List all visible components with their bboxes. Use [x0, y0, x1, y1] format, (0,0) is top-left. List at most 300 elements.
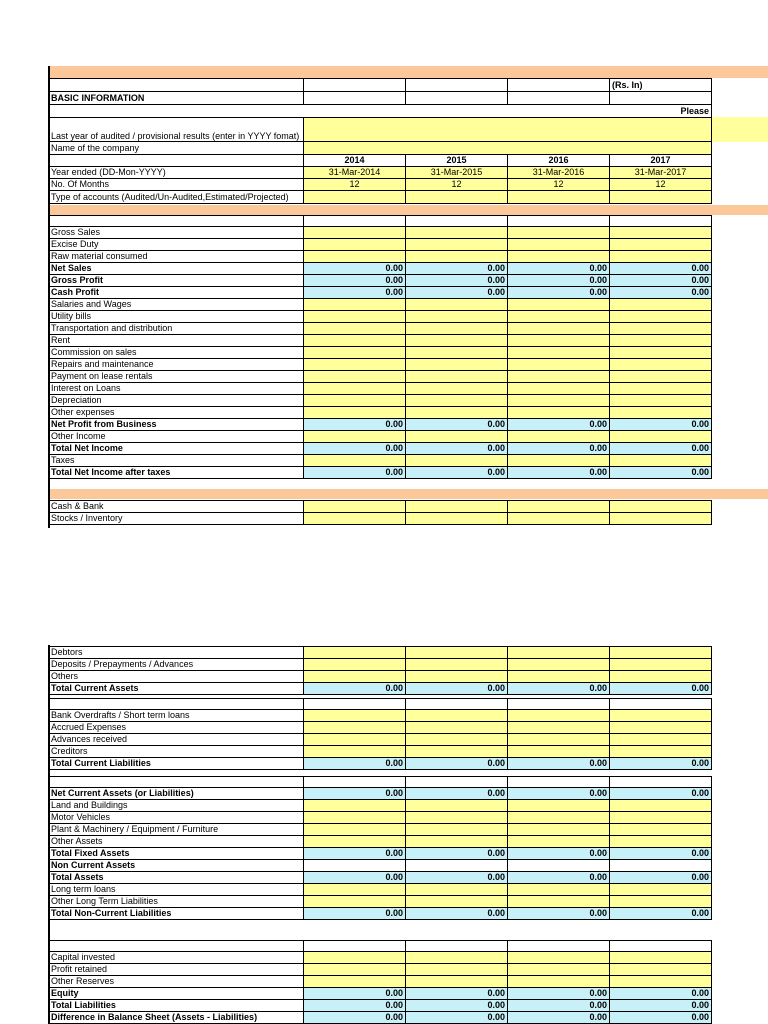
account-type-input[interactable]: [610, 191, 712, 204]
months-input[interactable]: 12: [406, 179, 508, 191]
table-row: [50, 800, 712, 812]
value-input[interactable]: [508, 671, 610, 683]
value-input[interactable]: [508, 659, 610, 671]
table-row: [50, 467, 712, 479]
value-input[interactable]: [304, 800, 406, 812]
value-input[interactable]: [304, 227, 406, 239]
value-input[interactable]: [304, 952, 406, 964]
value-input[interactable]: [304, 383, 406, 395]
table-row: [50, 239, 712, 251]
value-input[interactable]: [610, 836, 712, 848]
table-row: [50, 383, 712, 395]
table-row: [50, 335, 712, 347]
account-type-input[interactable]: [304, 191, 406, 204]
other-reserves-label: Other Reserves: [50, 976, 304, 988]
value-input[interactable]: [304, 311, 406, 323]
value-input[interactable]: [406, 964, 508, 976]
value-input[interactable]: [610, 952, 712, 964]
value-input[interactable]: [304, 824, 406, 836]
value-input[interactable]: [304, 710, 406, 722]
other-long-term-liabilities-label: Other Long Term Liabilities: [50, 896, 304, 908]
year-ended-input[interactable]: 31-Mar-2016: [508, 167, 610, 179]
blank-cell: [406, 699, 508, 710]
total-current-liabilities-label: Total Current Liabilities: [50, 758, 304, 770]
year-header: 2017: [610, 155, 712, 167]
table-row: [50, 431, 712, 443]
table-row: [50, 788, 712, 800]
computed-value: 0.00: [406, 263, 508, 275]
months-input[interactable]: 12: [508, 179, 610, 191]
value-input[interactable]: [406, 884, 508, 896]
value-input[interactable]: [406, 836, 508, 848]
value-input[interactable]: [508, 746, 610, 758]
computed-value: 0.00: [508, 1000, 610, 1012]
value-input[interactable]: [610, 299, 712, 311]
blank-cell: [508, 860, 610, 872]
computed-value: 0.00: [610, 263, 712, 275]
value-input[interactable]: [610, 251, 712, 263]
computed-value: 0.00: [304, 467, 406, 479]
net-profit-from-business-label: Net Profit from Business: [50, 419, 304, 431]
table-row: [50, 513, 712, 525]
value-input[interactable]: [508, 513, 610, 525]
table-row: [50, 323, 712, 335]
value-input[interactable]: [508, 323, 610, 335]
equity-label: Equity: [50, 988, 304, 1000]
computed-value: 0.00: [304, 419, 406, 431]
value-input[interactable]: [406, 383, 508, 395]
difference-in-balance-sheet-assets-liabilities-label: Difference in Balance Sheet (Assets - Liabilities): [50, 1012, 304, 1024]
computed-value: 0.00: [406, 683, 508, 695]
pnl-table: [49, 215, 712, 479]
table-row: [50, 371, 712, 383]
computed-value: 0.00: [406, 275, 508, 287]
value-input[interactable]: [406, 824, 508, 836]
bank-overdrafts-short-term-loans-label: Bank Overdrafts / Short term loans: [50, 710, 304, 722]
value-input[interactable]: [508, 395, 610, 407]
year-ended-input[interactable]: 31-Mar-2015: [406, 167, 508, 179]
table-row: [50, 251, 712, 263]
value-input[interactable]: [304, 501, 406, 513]
value-input[interactable]: [304, 431, 406, 443]
blank-cell: [50, 777, 304, 788]
value-input[interactable]: [610, 734, 712, 746]
table-row: [50, 419, 712, 431]
net-sales-label: Net Sales: [50, 263, 304, 275]
computed-value: 0.00: [508, 758, 610, 770]
blank-cell: [304, 941, 406, 952]
value-input[interactable]: [610, 359, 712, 371]
value-input[interactable]: [610, 710, 712, 722]
computed-value: 0.00: [304, 848, 406, 860]
table-row: [50, 275, 712, 287]
table-row: [50, 860, 712, 872]
value-input[interactable]: [304, 335, 406, 347]
equity-table: [49, 940, 712, 1024]
value-input[interactable]: [406, 359, 508, 371]
value-input[interactable]: [610, 824, 712, 836]
value-input[interactable]: [508, 824, 610, 836]
value-input[interactable]: [406, 227, 508, 239]
value-input[interactable]: [610, 884, 712, 896]
table-row: [50, 988, 712, 1000]
value-input[interactable]: [406, 239, 508, 251]
account-type-input[interactable]: [406, 191, 508, 204]
value-input[interactable]: [508, 239, 610, 251]
non-current-assets-label: Non Current Assets: [50, 860, 304, 872]
value-input[interactable]: [508, 251, 610, 263]
value-input[interactable]: [508, 952, 610, 964]
table-row: [50, 952, 712, 964]
others-label: Others: [50, 671, 304, 683]
basic-info-table: [49, 78, 712, 204]
computed-value: 0.00: [610, 443, 712, 455]
table-row: [50, 407, 712, 419]
value-input[interactable]: [610, 383, 712, 395]
computed-value: 0.00: [304, 988, 406, 1000]
table-row: [50, 722, 712, 734]
table-row: [50, 659, 712, 671]
blank-cell: [406, 941, 508, 952]
computed-value: 0.00: [406, 443, 508, 455]
blank-cell: [304, 216, 406, 227]
value-input[interactable]: [406, 710, 508, 722]
table-row: [50, 848, 712, 860]
months-input[interactable]: 12: [304, 179, 406, 191]
value-input[interactable]: [610, 896, 712, 908]
value-input[interactable]: [610, 227, 712, 239]
interest-on-loans-label: Interest on Loans: [50, 383, 304, 395]
value-input[interactable]: [406, 311, 508, 323]
blank-cell: [508, 699, 610, 710]
value-input[interactable]: [406, 952, 508, 964]
profit-retained-label: Profit retained: [50, 964, 304, 976]
value-input[interactable]: [610, 976, 712, 988]
company-name-label: Name of the company: [50, 142, 304, 155]
value-input[interactable]: [304, 251, 406, 263]
account-type-label: Type of accounts (Audited/Un-Audited,Estimated/Projected): [50, 191, 304, 204]
fixed-assets-table: [49, 776, 712, 920]
value-input[interactable]: [508, 800, 610, 812]
value-input[interactable]: [508, 964, 610, 976]
value-input[interactable]: [508, 976, 610, 988]
value-input[interactable]: [508, 371, 610, 383]
input-extension: [708, 117, 768, 142]
value-input[interactable]: [610, 239, 712, 251]
computed-value: 0.00: [508, 872, 610, 884]
computed-value: 0.00: [406, 758, 508, 770]
value-input[interactable]: [304, 371, 406, 383]
computed-value: 0.00: [508, 788, 610, 800]
computed-value: 0.00: [304, 758, 406, 770]
current-assets-table: [49, 646, 712, 695]
blank-cell: [508, 216, 610, 227]
value-input[interactable]: [304, 976, 406, 988]
value-input[interactable]: [406, 513, 508, 525]
value-input[interactable]: [304, 359, 406, 371]
year-ended-input[interactable]: 31-Mar-2017: [610, 167, 712, 179]
value-input[interactable]: [406, 407, 508, 419]
value-input[interactable]: [508, 227, 610, 239]
computed-value: 0.00: [610, 1000, 712, 1012]
blank-cell: [406, 79, 508, 92]
computed-value: 0.00: [406, 1012, 508, 1024]
value-input[interactable]: [610, 800, 712, 812]
computed-value: 0.00: [304, 788, 406, 800]
blank-cell: [610, 860, 712, 872]
value-input[interactable]: [406, 659, 508, 671]
depreciation-label: Depreciation: [50, 395, 304, 407]
other-income-label: Other Income: [50, 431, 304, 443]
value-input[interactable]: [508, 335, 610, 347]
excise-duty-label: Excise Duty: [50, 239, 304, 251]
gross-sales-label: Gross Sales: [50, 227, 304, 239]
value-input[interactable]: [610, 431, 712, 443]
blank-cell: [406, 777, 508, 788]
value-input[interactable]: [610, 455, 712, 467]
blank-cell: [508, 79, 610, 92]
stocks-inventory-label: Stocks / Inventory: [50, 513, 304, 525]
blank-cell: [610, 216, 712, 227]
total-current-assets-label: Total Current Assets: [50, 683, 304, 695]
computed-value: 0.00: [406, 788, 508, 800]
value-input[interactable]: [508, 359, 610, 371]
value-input[interactable]: [610, 371, 712, 383]
table-row: [50, 1012, 712, 1024]
current-liabilities-table: [49, 698, 712, 770]
computed-value: 0.00: [508, 443, 610, 455]
value-input[interactable]: [304, 455, 406, 467]
section-title: BASIC INFORMATION: [50, 92, 304, 105]
value-input[interactable]: [304, 323, 406, 335]
value-input[interactable]: [304, 884, 406, 896]
value-input[interactable]: [508, 710, 610, 722]
table-row: [50, 263, 712, 275]
value-input[interactable]: [304, 734, 406, 746]
creditors-label: Creditors: [50, 746, 304, 758]
debtors-label: Debtors: [50, 647, 304, 659]
blank-cell: [304, 699, 406, 710]
value-input[interactable]: [508, 407, 610, 419]
spacer-row: [50, 216, 712, 227]
computed-value: 0.00: [610, 287, 712, 299]
value-input[interactable]: [406, 722, 508, 734]
value-input[interactable]: [508, 299, 610, 311]
computed-value: 0.00: [610, 683, 712, 695]
value-input[interactable]: [406, 734, 508, 746]
value-input[interactable]: [406, 976, 508, 988]
computed-value: 0.00: [508, 263, 610, 275]
value-input[interactable]: [406, 896, 508, 908]
table-row: [50, 836, 712, 848]
computed-value: 0.00: [610, 275, 712, 287]
value-input[interactable]: [406, 371, 508, 383]
last-year-input[interactable]: [304, 118, 712, 142]
value-input[interactable]: [508, 347, 610, 359]
net-current-assets-or-liabilities-label: Net Current Assets (or Liabilities): [50, 788, 304, 800]
value-input[interactable]: [406, 647, 508, 659]
table-row: [50, 908, 712, 920]
table-row: [50, 647, 712, 659]
value-input[interactable]: [406, 812, 508, 824]
total-assets-label: Total Assets: [50, 872, 304, 884]
total-non-current-liabilities-label: Total Non-Current Liabilities: [50, 908, 304, 920]
value-input[interactable]: [508, 431, 610, 443]
blank-cell: [508, 777, 610, 788]
value-input[interactable]: [304, 239, 406, 251]
months-input[interactable]: 12: [610, 179, 712, 191]
value-input[interactable]: [610, 722, 712, 734]
value-input[interactable]: [508, 896, 610, 908]
value-input[interactable]: [304, 299, 406, 311]
value-input[interactable]: [508, 812, 610, 824]
value-input[interactable]: [610, 659, 712, 671]
computed-value: 0.00: [508, 419, 610, 431]
other-assets-label: Other Assets: [50, 836, 304, 848]
value-input[interactable]: [304, 395, 406, 407]
value-input[interactable]: [610, 323, 712, 335]
rent-label: Rent: [50, 335, 304, 347]
blank-cell: [610, 699, 712, 710]
value-input[interactable]: [508, 455, 610, 467]
value-input[interactable]: [610, 746, 712, 758]
blank-cell: [508, 92, 610, 105]
table-row: [50, 976, 712, 988]
computed-value: 0.00: [610, 1012, 712, 1024]
value-input[interactable]: [610, 964, 712, 976]
computed-value: 0.00: [304, 872, 406, 884]
section-band-bs: [48, 489, 768, 499]
value-input[interactable]: [406, 299, 508, 311]
value-input[interactable]: [406, 746, 508, 758]
computed-value: 0.00: [610, 467, 712, 479]
table-row: [50, 812, 712, 824]
table-row: [50, 824, 712, 836]
computed-value: 0.00: [304, 1012, 406, 1024]
table-row: [50, 501, 712, 513]
value-input[interactable]: [304, 347, 406, 359]
computed-value: 0.00: [406, 988, 508, 1000]
plant-machinery-equipment-furniture-label: Plant & Machinery / Equipment / Furniture: [50, 824, 304, 836]
value-input[interactable]: [508, 722, 610, 734]
value-input[interactable]: [508, 383, 610, 395]
value-input[interactable]: [610, 407, 712, 419]
value-input[interactable]: [406, 431, 508, 443]
value-input[interactable]: [304, 722, 406, 734]
value-input[interactable]: [610, 335, 712, 347]
section-band-pnl: [48, 205, 768, 215]
value-input[interactable]: [406, 501, 508, 513]
value-input[interactable]: [508, 734, 610, 746]
total-net-income-label: Total Net Income: [50, 443, 304, 455]
company-name-input[interactable]: [304, 142, 712, 155]
value-input[interactable]: [610, 671, 712, 683]
spacer-row: [50, 941, 712, 952]
computed-value: 0.00: [304, 443, 406, 455]
value-input[interactable]: [304, 647, 406, 659]
computed-value: 0.00: [406, 908, 508, 920]
land-and-buildings-label: Land and Buildings: [50, 800, 304, 812]
computed-value: 0.00: [610, 788, 712, 800]
computed-value: 0.00: [304, 908, 406, 920]
computed-value: 0.00: [610, 908, 712, 920]
value-input[interactable]: [406, 335, 508, 347]
months-label: No. Of Months: [50, 179, 304, 191]
table-row: [50, 683, 712, 695]
section-band-top: [48, 66, 768, 78]
value-input[interactable]: [508, 884, 610, 896]
capital-invested-label: Capital invested: [50, 952, 304, 964]
total-liabilities-label: Total Liabilities: [50, 1000, 304, 1012]
value-input[interactable]: [508, 647, 610, 659]
table-row: [50, 443, 712, 455]
year-ended-label: Year ended (DD-Mon-YYYY): [50, 167, 304, 179]
value-input[interactable]: [406, 800, 508, 812]
value-input[interactable]: [304, 671, 406, 683]
value-input[interactable]: [406, 323, 508, 335]
value-input[interactable]: [610, 311, 712, 323]
value-input[interactable]: [610, 647, 712, 659]
value-input[interactable]: [406, 395, 508, 407]
value-input[interactable]: [508, 311, 610, 323]
computed-value: 0.00: [610, 758, 712, 770]
blank-cell: [50, 699, 304, 710]
spacer-row: [50, 777, 712, 788]
please-note: Please: [50, 105, 712, 118]
account-type-input[interactable]: [508, 191, 610, 204]
computed-value: 0.00: [508, 1012, 610, 1024]
value-input[interactable]: [406, 455, 508, 467]
value-input[interactable]: [304, 964, 406, 976]
cash-bank-label: Cash & Bank: [50, 501, 304, 513]
cash-profit-label: Cash Profit: [50, 287, 304, 299]
year-ended-input[interactable]: 31-Mar-2014: [304, 167, 406, 179]
value-input[interactable]: [304, 896, 406, 908]
computed-value: 0.00: [304, 263, 406, 275]
year-header: 2016: [508, 155, 610, 167]
value-input[interactable]: [304, 746, 406, 758]
spacer-row: [50, 699, 712, 710]
value-input[interactable]: [304, 407, 406, 419]
value-input[interactable]: [610, 395, 712, 407]
value-input[interactable]: [304, 659, 406, 671]
value-input[interactable]: [406, 347, 508, 359]
value-input[interactable]: [610, 501, 712, 513]
table-row: [50, 455, 712, 467]
value-input[interactable]: [508, 836, 610, 848]
value-input[interactable]: [304, 812, 406, 824]
value-input[interactable]: [304, 836, 406, 848]
value-input[interactable]: [508, 501, 610, 513]
value-input[interactable]: [304, 513, 406, 525]
computed-value: 0.00: [508, 908, 610, 920]
value-input[interactable]: [406, 671, 508, 683]
computed-value: 0.00: [508, 988, 610, 1000]
blank-cell: [50, 216, 304, 227]
value-input[interactable]: [610, 347, 712, 359]
value-input[interactable]: [610, 812, 712, 824]
value-input[interactable]: [406, 251, 508, 263]
value-input[interactable]: [610, 513, 712, 525]
computed-value: 0.00: [304, 287, 406, 299]
taxes-label: Taxes: [50, 455, 304, 467]
table-row: [50, 734, 712, 746]
table-row: [50, 758, 712, 770]
computed-value: 0.00: [406, 848, 508, 860]
table-row: [50, 395, 712, 407]
gross-profit-label: Gross Profit: [50, 275, 304, 287]
blank-cell: [50, 79, 304, 92]
